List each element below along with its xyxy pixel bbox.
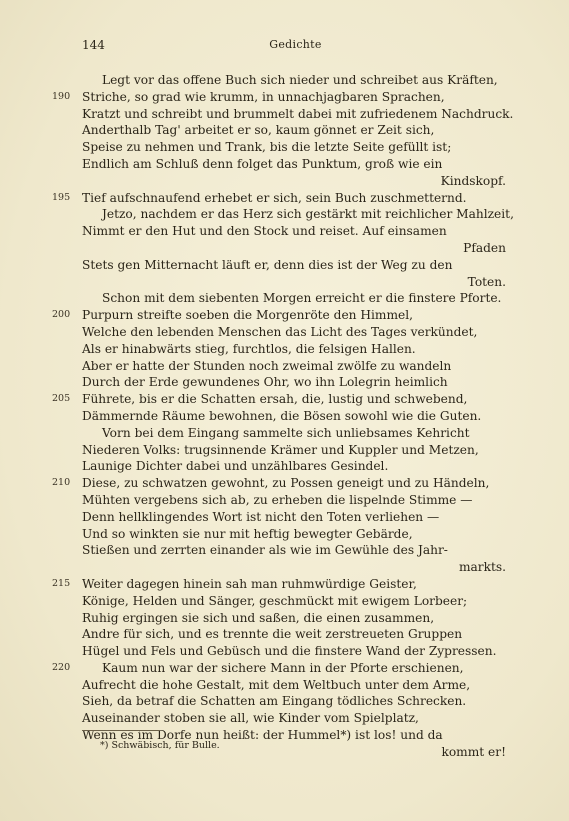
verse-line — [82, 492, 510, 509]
verse-text: Weiter dagegen hinein sah man ruhmwürdige Geister, — [82, 576, 417, 591]
verse-line — [82, 710, 510, 727]
verse-line — [82, 677, 510, 694]
verse-line — [52, 660, 510, 677]
page-number: 144 — [82, 38, 105, 52]
verse-text: Pfaden — [463, 240, 506, 255]
verse-text: Kratzt und schreibt und brummelt dabei mit zufriedenem Nachdruck. — [82, 106, 514, 121]
verse-text: Nimmt er den Hut und den Stock und reiset. Auf einsamen — [82, 224, 447, 239]
verse-line — [82, 156, 510, 173]
verse-text: Andre für sich, und es trennte die weit zerstreueten Gruppen — [82, 627, 463, 642]
verse-line — [52, 190, 510, 207]
verse-line — [82, 610, 510, 627]
verse-line — [82, 593, 510, 610]
verse-text: Endlich am Schluß denn folget das Punktum, groß wie ein — [82, 156, 443, 171]
verse-line — [82, 408, 510, 425]
line-number: 210 — [52, 477, 71, 489]
verse-text: Ruhig ergingen sie sich und saßen, die einen zusammen, — [82, 610, 435, 625]
line-number: 195 — [52, 191, 71, 203]
verse-text: Schon mit dem siebenten Morgen erreicht er die finstere Pforte. — [102, 291, 502, 306]
verse-text: Anderthalb Tag' arbeitet er so, kaum gönnet er Zeit sich, — [82, 123, 435, 138]
verse-text: Dämmernde Räume bewohnen, die Bösen sowohl wie die Guten. — [82, 408, 482, 423]
verse-text: Striche, so grad wie krumm, in unnachjagbaren Sprachen, — [82, 89, 445, 104]
verse-line — [82, 643, 510, 660]
verse-line — [82, 542, 510, 559]
verse-line-continuation — [82, 274, 510, 291]
verse-text: Denn hellklingendes Wort ist nicht den Toten verliehen — — [82, 509, 440, 524]
verse-line — [82, 72, 510, 89]
verse-line — [82, 442, 510, 459]
footnote: *) Schwäbisch, für Bulle. — [100, 740, 220, 751]
verse-text: Jetzo, nachdem er das Herz sich gestärkt mit reichlicher Mahlzeit, — [102, 207, 514, 222]
line-number: 220 — [52, 661, 71, 673]
line-number: 200 — [52, 309, 71, 321]
verse-line — [82, 223, 510, 240]
verse-line — [82, 106, 514, 123]
verse-line-continuation — [82, 559, 510, 576]
verse-line — [52, 307, 510, 324]
verse-line — [82, 324, 510, 341]
verse-text: Könige, Helden und Sänger, geschmückt mit ewigem Lorbeer; — [82, 593, 468, 608]
verse-text: Legt vor das offene Buch sich nieder und schreibet aus Kräften, — [102, 73, 498, 87]
verse-text: Aufrecht die hohe Gestalt, mit dem Weltbuch unter dem Arme, — [82, 677, 471, 692]
verse-line — [82, 458, 510, 475]
verse-line — [82, 290, 510, 307]
verse-text: Speise zu nehmen und Trank, bis die letzte Seite gefüllt ist; — [82, 140, 452, 155]
line-number: 215 — [52, 577, 71, 589]
verse-line — [82, 425, 510, 442]
verse-line — [82, 526, 510, 543]
verse-text: Mühten vergebens sich ab, zu erheben die lispelnde Stimme — — [82, 492, 473, 507]
verse-line — [82, 626, 510, 643]
verse-line — [82, 257, 510, 274]
page-header — [82, 38, 509, 52]
verse-text: Führete, bis er die Schatten ersah, die, lustig und schwebend, — [82, 392, 468, 407]
verse-line — [82, 374, 510, 391]
poem-text — [52, 72, 514, 761]
verse-line — [82, 206, 514, 223]
verse-line-continuation — [82, 173, 510, 190]
verse-line — [82, 509, 510, 526]
footnote-rule — [82, 730, 160, 731]
verse-line — [82, 341, 510, 358]
verse-text: Kindskopf. — [440, 173, 506, 188]
verse-text: Diese, zu schwatzen gewohnt, zu Possen geneigt und zu Händeln, — [82, 476, 490, 491]
verse-text: Durch der Erde gewundenes Ohr, wo ihn Lolegrin heimlich — [82, 375, 448, 390]
verse-line — [52, 89, 510, 106]
verse-line-continuation — [82, 240, 510, 257]
verse-text: Launige Dichter dabei und unzählbares Gesindel. — [82, 459, 389, 474]
line-number: 190 — [52, 90, 71, 102]
verse-line — [82, 358, 510, 375]
verse-line — [82, 693, 510, 710]
verse-text: Als er hinabwärts stieg, furchtlos, die felsigen Hallen. — [82, 341, 416, 356]
verse-line — [52, 576, 510, 593]
verse-line — [82, 122, 510, 139]
verse-text: Hügel und Fels und Gebüsch und die finstere Wand der Zypressen. — [82, 644, 497, 659]
verse-text: Welche den lebenden Menschen das Licht des Tages verkündet, — [82, 324, 478, 339]
verse-text: Aber er hatte der Stunden noch zweimal zwölfe zu wandeln — [82, 358, 452, 373]
verse-text: Wenn es im Dorfe nun heißt: der Hummel*) ist los! und da — [82, 728, 443, 743]
verse-text: Tief aufschnaufend erhebet er sich, sein Buch zuschmetternd. — [82, 190, 467, 205]
verse-text: Und so winkten sie nur mit heftig bewegter Gebärde, — [82, 526, 413, 541]
verse-line — [82, 139, 510, 156]
verse-text: kommt er! — [441, 744, 506, 759]
running-title: Gedichte — [269, 38, 322, 51]
verse-text: Stießen und zerrten einander als wie im Gewühle des Jahr- — [82, 543, 448, 558]
verse-text: Kaum nun war der sichere Mann in der Pforte erschienen, — [102, 660, 464, 675]
verse-text: Stets gen Mitternacht läuft er, denn dies ist der Weg zu den — [82, 257, 453, 272]
verse-text: markts. — [458, 560, 506, 575]
verse-text: Toten. — [467, 274, 506, 289]
verse-text: Vorn bei dem Eingang sammelte sich unliebsames Kehricht — [102, 425, 470, 440]
verse-text: Auseinander stoben sie all, wie Kinder vom Spielplatz, — [82, 711, 419, 726]
verse-line — [52, 391, 510, 408]
verse-text: Sieh, da betraf die Schatten am Eingang tödliches Schrecken. — [82, 694, 467, 709]
verse-text: Purpurn streifte soeben die Morgenröte den Himmel, — [82, 308, 414, 323]
verse-line — [52, 475, 510, 492]
verse-text: Niederen Volks: trugsinnende Krämer und Kuppler und Metzen, — [82, 442, 479, 457]
line-number: 205 — [52, 393, 71, 405]
